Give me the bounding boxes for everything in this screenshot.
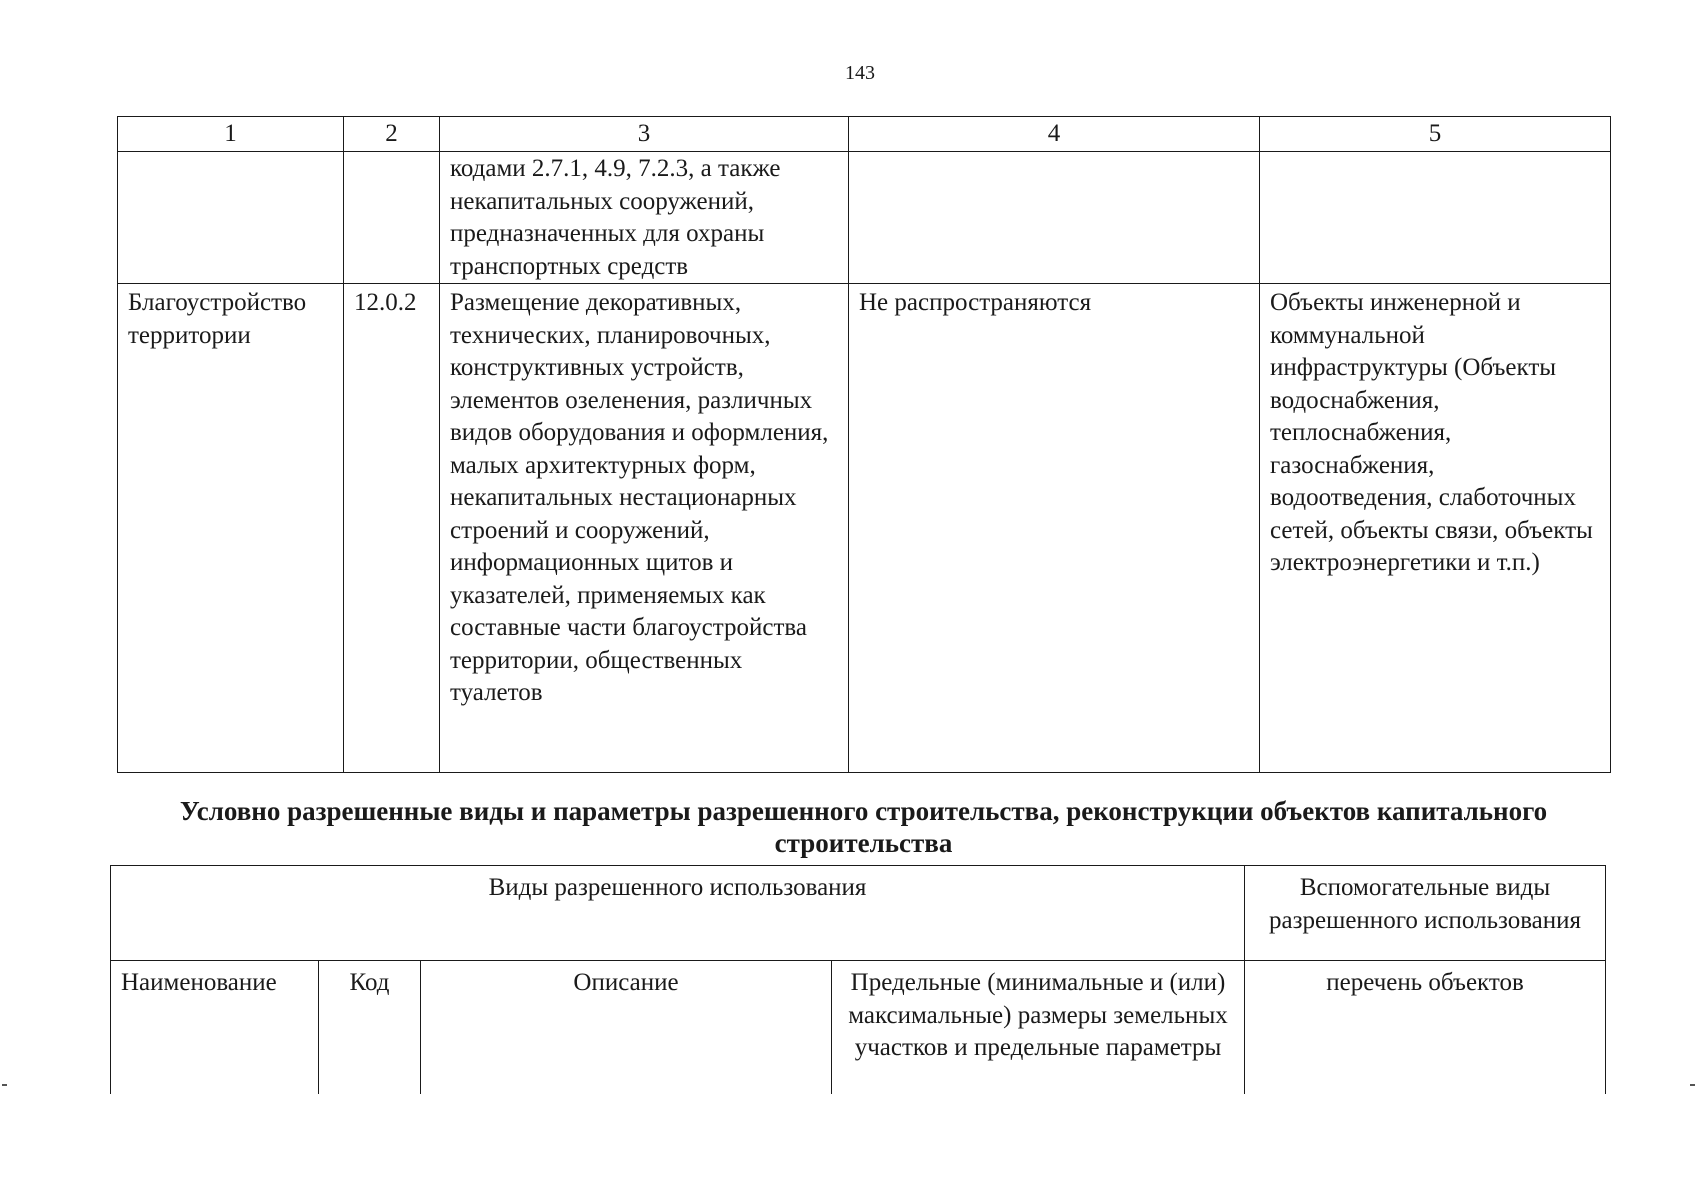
use-description-cell: кодами 2.7.1, 4.9, 7.2.3, а также некапитальных сооружений, предназначенных для охраны транспортных средств bbox=[440, 152, 849, 284]
column-number-2: 2 bbox=[344, 117, 440, 152]
column-number-row bbox=[118, 117, 1611, 152]
table-subheader-row bbox=[111, 961, 1606, 1095]
description-column-header: Описание bbox=[421, 961, 832, 1095]
page-number: 143 bbox=[845, 62, 875, 84]
use-description-cell: Размещение декоративных, технических, планировочных, конструктивных устройств, элементов озеленения, различных видов оборудования и оформления, малых архитектурных форм, некапитальных нестационарных строений и сооружений, информационных щитов и указателей, применяемых как составные части благоустройства территории, общественных туалетов bbox=[440, 284, 849, 773]
name-column-header: Наименование bbox=[111, 961, 319, 1095]
auxiliary-uses-cell: Объекты инженерной и коммунальной инфраструктуры (Объекты водоснабжения, теплоснабжения, газоснабжения, водоотведения, слаботочных сетей, объекты связи, объекты электроэнергетики и т.п.) bbox=[1260, 284, 1611, 773]
objects-list-column-header: перечень объектов bbox=[1245, 961, 1606, 1095]
use-name-cell bbox=[118, 152, 344, 284]
section-heading: Условно разрешенные виды и параметры разрешенного строительства, реконструкции объектов капитального строительства bbox=[179, 796, 1548, 858]
limit-parameters-cell bbox=[849, 152, 1260, 284]
table-row bbox=[118, 284, 1611, 773]
permitted-uses-header: Виды разрешенного использования bbox=[111, 866, 1245, 961]
column-number-5: 5 bbox=[1260, 117, 1611, 152]
left-fold-mark bbox=[2, 1084, 7, 1086]
use-code-cell bbox=[344, 152, 440, 284]
auxiliary-uses-cell bbox=[1260, 152, 1611, 284]
code-column-header: Код bbox=[319, 961, 421, 1095]
conditional-uses-table bbox=[110, 865, 1606, 1094]
limits-column-header: Предельные (минимальные и (или) максимальные) размеры земельных участков и предельные параметры bbox=[832, 961, 1245, 1095]
column-number-1: 1 bbox=[118, 117, 344, 152]
column-number-4: 4 bbox=[849, 117, 1260, 152]
zoning-table-continued bbox=[117, 116, 1611, 773]
table-row bbox=[118, 152, 1611, 284]
limit-parameters-cell: Не распространяются bbox=[849, 284, 1260, 773]
right-fold-mark bbox=[1690, 1084, 1695, 1086]
use-code-cell: 12.0.2 bbox=[344, 284, 440, 773]
use-name-cell: Благоустройство территории bbox=[118, 284, 344, 773]
auxiliary-uses-header: Вспомогательные виды разрешенного использования bbox=[1245, 866, 1606, 961]
table-header-row bbox=[111, 866, 1606, 961]
column-number-3: 3 bbox=[440, 117, 849, 152]
